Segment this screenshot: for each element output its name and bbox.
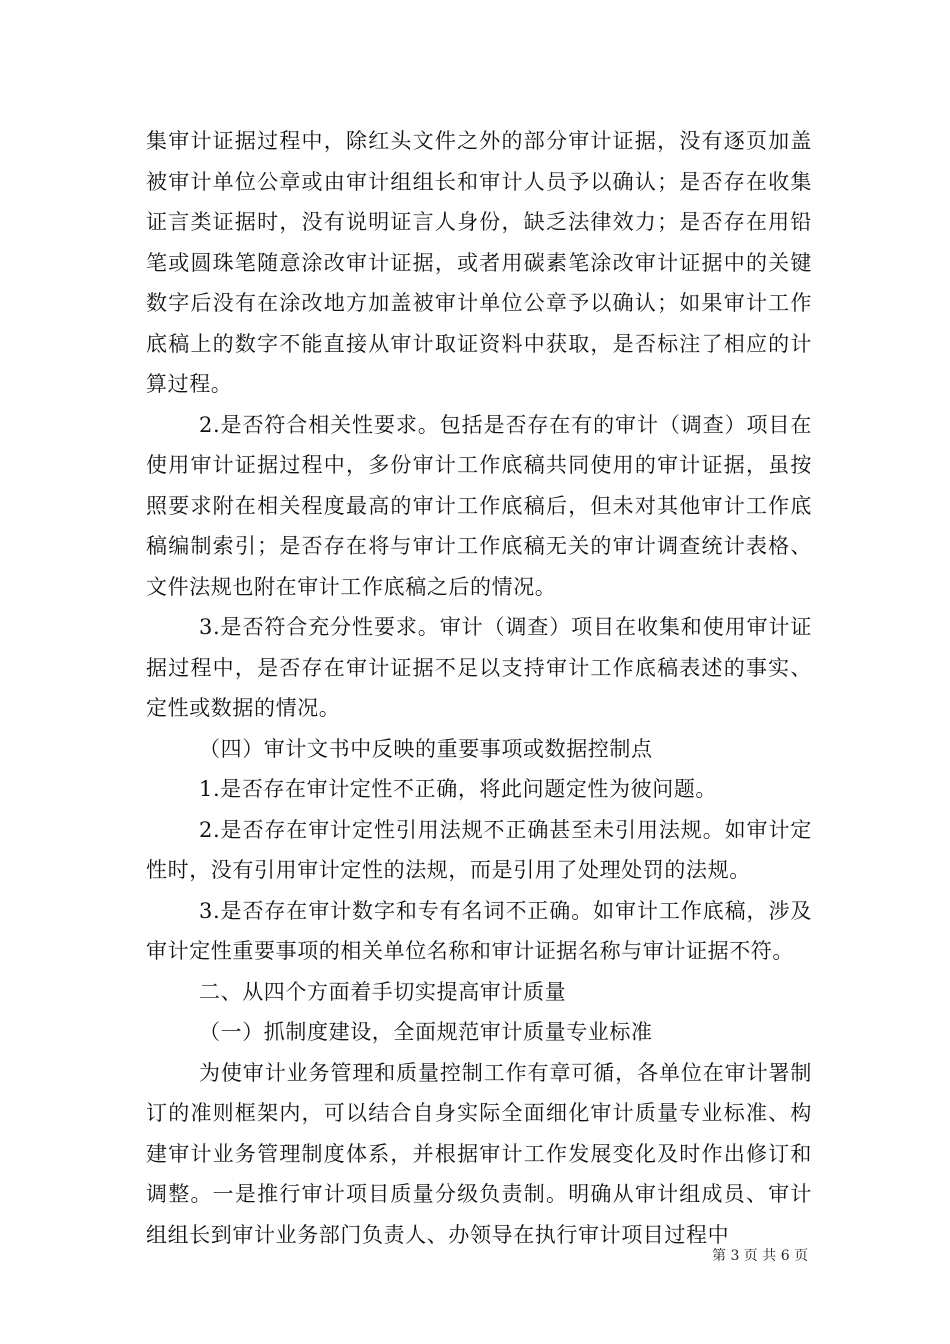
- paragraph-10: 为使审计业务管理和质量控制工作有章可循，各单位在审计署制订的准则框架内，可以结合自身实际全面细化审计质量专业标准、构建审计业务管理制度体系，并根据审计工作发展变化及时作出修订和调整。一是推行审计项目质量分级负责制。明确从审计组成员、审计组组长到审计业务部门负责人、办领导在执行审计项目过程中: [146, 1060, 812, 1247]
- page-indicator: 第 3 页 共 6 页: [712, 1248, 809, 1264]
- paragraph-6: 2.是否存在审计定性引用法规不正确甚至未引用法规。如审计定性时，没有引用审计定性的法规，而是引用了处理处罚的法规。: [146, 817, 812, 882]
- document-body: [146, 121, 812, 1255]
- paragraph-3: 3.是否符合充分性要求。审计（调查）项目在收集和使用审计证据过程中，是否存在审计证据不足以支持审计工作底稿表述的事实、定性或数据的情况。: [146, 615, 812, 720]
- section-heading-4: （四）审计文书中反映的重要事项或数据控制点: [199, 736, 653, 761]
- paragraph-2: 2.是否符合相关性要求。包括是否存在有的审计（调查）项目在使用审计证据过程中，多份审计工作底稿共同使用的审计证据，虽按照要求附在相关程度最高的审计工作底稿后，但未对其他审计工作底稿编制索引；是否存在将与审计工作底稿无关的审计调查统计表格、文件法规也附在审计工作底稿之后的情况。: [146, 412, 812, 599]
- paragraph-5: 1.是否存在审计定性不正确，将此问题定性为彼问题。: [199, 777, 718, 801]
- paragraph-1: 集审计证据过程中，除红头文件之外的部分审计证据，没有逐页加盖被审计单位公章或由审计组组长和审计人员予以确认；是否存在收集证言类证据时，没有说明证言人身份，缺乏法律效力；是否存在用铅笔或圆珠笔随意涂改审计证据，或者用碳素笔涂改审计证据中的关键数字后没有在涂改地方加盖被审计单位公章予以确认；如果审计工作底稿上的数字不能直接从审计取证资料中获取，是否标注了相应的计算过程。: [146, 129, 812, 396]
- subsection-heading-1: （一）抓制度建设，全面规范审计质量专业标准: [199, 1020, 653, 1044]
- paragraph-7: 3.是否存在审计数字和专有名词不正确。如审计工作底稿，涉及审计定性重要事项的相关单位名称和审计证据名称与审计证据不符。: [146, 898, 812, 963]
- section-heading-2: 二、从四个方面着手切实提高审计质量: [199, 979, 567, 1004]
